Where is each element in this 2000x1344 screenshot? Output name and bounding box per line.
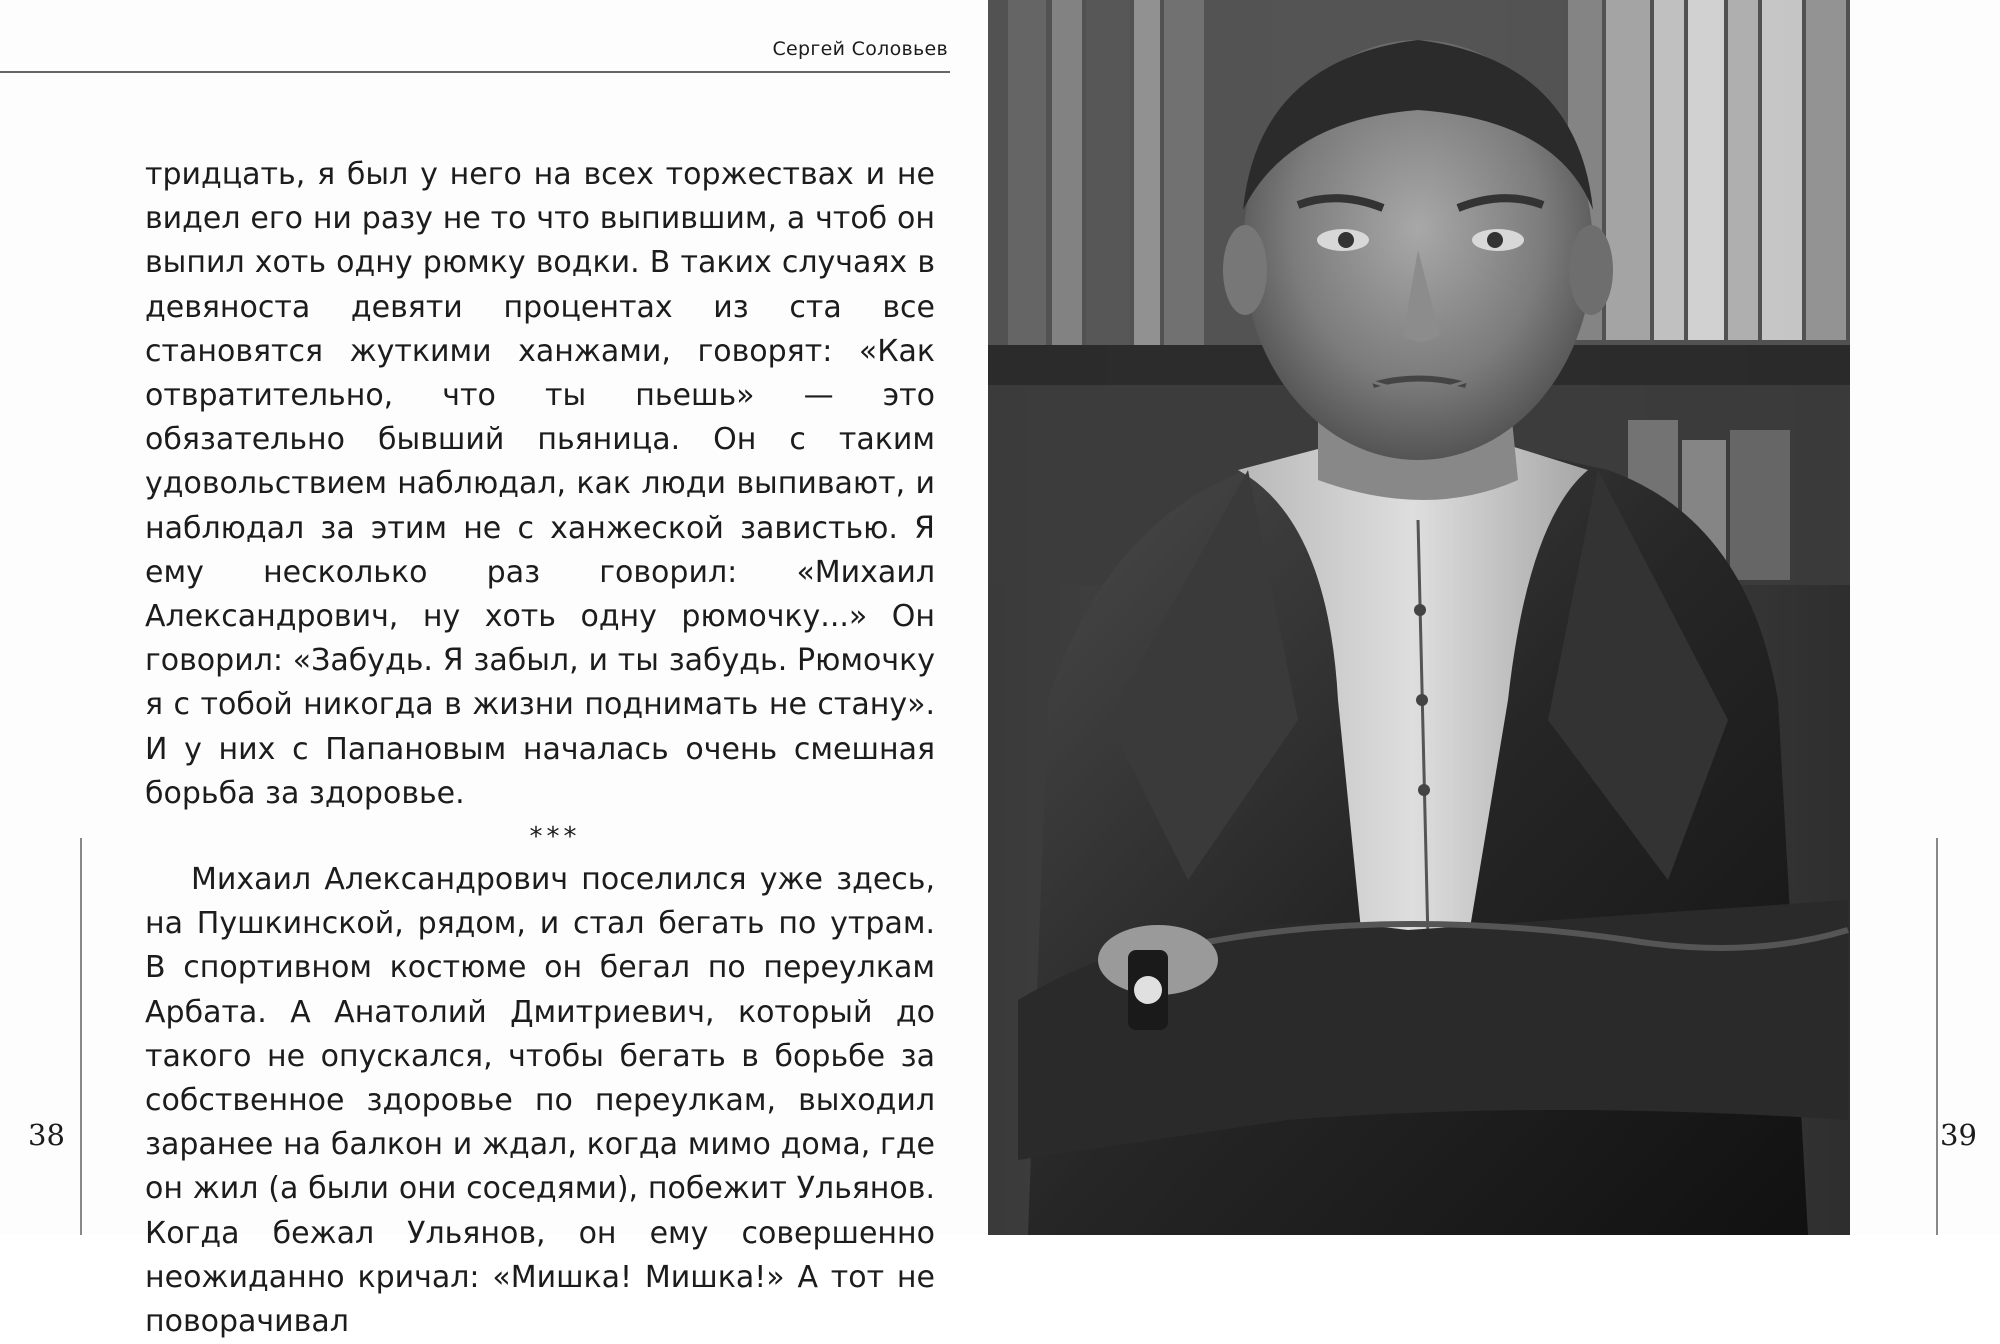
paragraph-1: тридцать, я был у него на всех торжествах и не видел его ни разу не то что выпившим, а чтоб он выпил хоть одну рюмку водки. В таких случаях в девяноста девяти процентах из ста все становятся жуткими ханжами, говорят: «Как отвратительно, что ты пьешь» — это обязательно бывший пьяница. Он с таким удовольствием наблюдал, как люди выпивают, и наблюдал за этим не с ханжеской завистью. Я ему несколько раз говорил: «Михаил Александрович, ну хоть одну рюмочку...» Он говорил: «Забудь. Я забыл, и ты забудь. Рюмочку я с тобой никогда в жизни поднимать не стану». И у них с Папановым началась очень смешная борьба за здоровье. bbox=[145, 157, 935, 811]
paragraph-2: Михаил Александрович поселился уже здесь, на Пушкинской, рядом, и стал бегать по утрам. В спортивном костюме он бегал по переулкам Арбата. А Анатолий Дмитриевич, который до такого не опускался, чтобы бегать в борьбе за собственное здоровье по переулкам, выходил заранее на балкон и ждал, когда мимо дома, где он жил (а были они соседями), побежит Ульянов. Когда бежал Ульянов, он ему совершенно неожиданно кричал: «Мишка! Мишка!» А тот не поворачивал bbox=[145, 862, 935, 1340]
section-separator: *** bbox=[529, 822, 581, 853]
right-margin-rule bbox=[1936, 838, 1938, 1235]
portrait-photo bbox=[988, 0, 1850, 1235]
header-rule bbox=[0, 71, 950, 73]
left-page bbox=[0, 0, 990, 1340]
running-header-author: Сергей Соловьев bbox=[772, 38, 948, 60]
portrait-photo-illustration bbox=[988, 0, 1850, 1235]
left-margin-rule bbox=[80, 838, 82, 1235]
page-number-right: 39 bbox=[1940, 1118, 1977, 1152]
page-number-left: 38 bbox=[28, 1118, 65, 1152]
body-text bbox=[145, 153, 935, 1344]
